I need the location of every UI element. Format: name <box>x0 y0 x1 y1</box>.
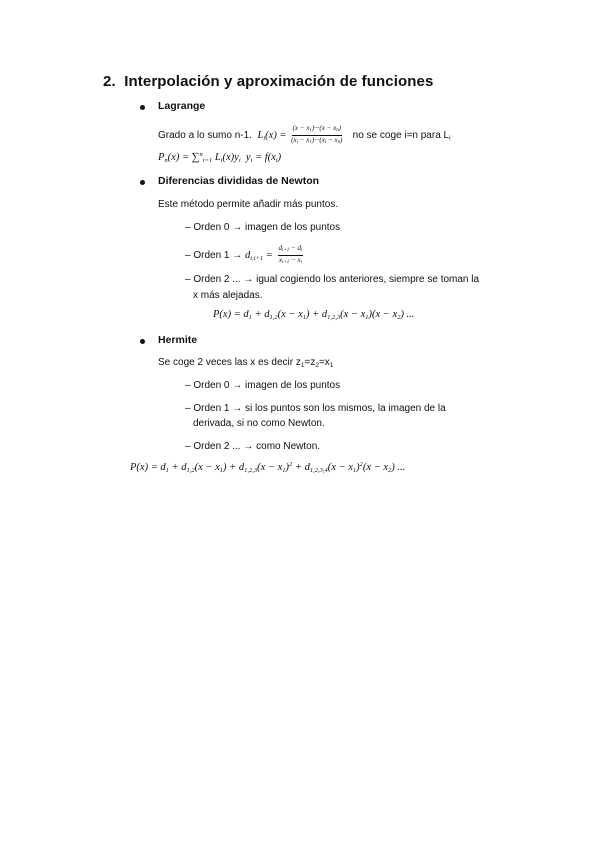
hermite-orden1-line2: derivada, si no como Newton. <box>193 418 325 429</box>
newton-orden2-line2: x más alejadas. <box>193 290 263 301</box>
lagrange-grado-text: Grado a lo sumo n-1. <box>158 129 252 141</box>
section-title: Interpolación y aproximación de funciones <box>124 73 434 90</box>
lagrange-grado-line <box>158 124 451 147</box>
lagrange-heading: Lagrange <box>158 100 206 112</box>
lagrange-note: no se coge i=n para $L_i$ <box>352 129 451 142</box>
section-number: 2. <box>103 73 116 90</box>
newton-orden0: – Orden 0 → imagen de los puntos <box>185 222 341 233</box>
hermite-heading: Hermite <box>158 334 198 346</box>
newton-heading: Diferencias divididas de Newton <box>158 175 320 187</box>
bullet-hermite <box>140 339 145 344</box>
newton-polynomial-formula: $P(x) = d_1 + d_{1,2}(x - x_1) + d_{1,2,3}(x - x_1)(x - x_2)$ ... <box>213 309 415 321</box>
lagrange-basis-formula: $L_i(x)$ = $\frac{(x - x_1)\cdot\cdot\cdot(x - x_n)}{(x_i - x_1)\cdot\cdot\cdot(x_i - x_n)}$ <box>257 124 343 145</box>
bullet-lagrange <box>140 105 145 110</box>
hermite-orden0: – Orden 0 → imagen de los puntos <box>185 380 341 391</box>
hermite-orden1-line1: – Orden 1 → si los puntos son los mismos, la imagen de la <box>185 403 446 414</box>
newton-orden1-formula: $d_{i,i+1}$ = $\frac{d_{i+1} - d_i}{x_{i+1} - x_i}$ <box>245 244 303 265</box>
newton-orden1: – Orden 1 → <box>185 249 243 261</box>
bullet-newton <box>140 180 145 185</box>
newton-intro: Este método permite añadir más puntos. <box>158 199 339 210</box>
section-heading <box>103 73 433 90</box>
hermite-polynomial-formula: $P(x) = d_1 + d_{1,2}(x - x_1) + d_{1,2,3}(x - x_1)^2 + d_{1,2,3,4}(x - x_1)^2(x - x_2)$ ... <box>130 461 406 474</box>
newton-orden1-line <box>185 244 305 267</box>
lagrange-polynomial-formula: $P_n(x) = \sum^n_{i=1}$ $L_i(x)y_i$ $y_i = f(x_i)$ <box>158 151 282 164</box>
hermite-intro-text: Se coge 2 veces las x es decir z <box>158 357 301 368</box>
hermite-orden2: – Orden 2 ... → como Newton. <box>185 441 321 452</box>
hermite-intro: Se coge 2 veces las x es decir $z_1=z_2=x_1$ <box>158 357 334 369</box>
newton-orden2-line1: – Orden 2 ... → igual cogiendo los anteriores, siempre se toman la <box>185 274 480 285</box>
